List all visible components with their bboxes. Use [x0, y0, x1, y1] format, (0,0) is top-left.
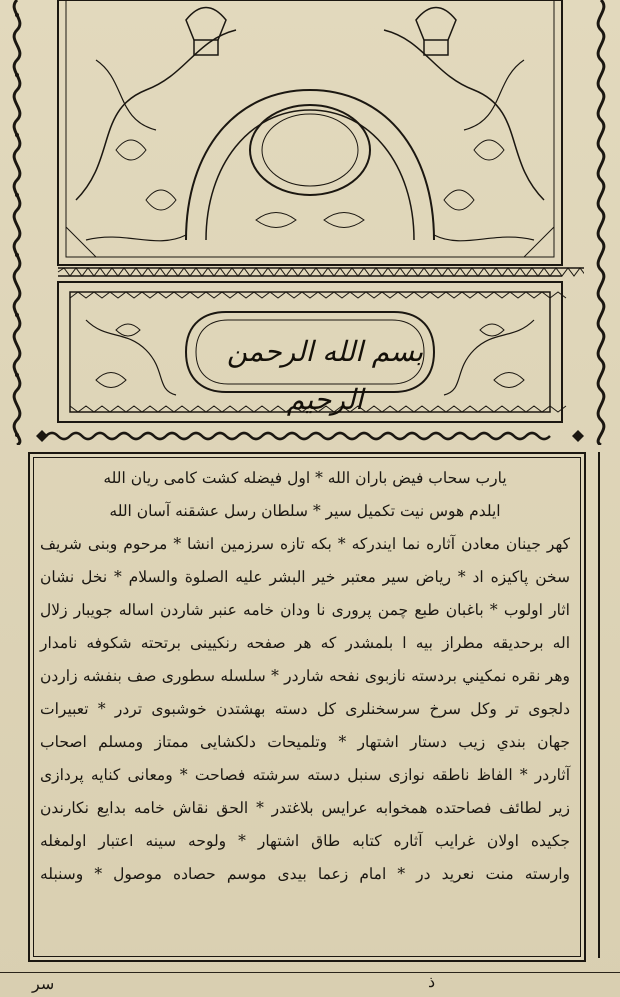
catchword: ذ [428, 972, 436, 991]
text-line-9: جهان بندي زیب دستار اشتهار * وتلمیحات دلکشایی ممتاز ومسلم اصحاب [40, 733, 570, 751]
rope-border-right [588, 0, 614, 445]
text-line-3: کهر جینان معادن آثاره نما ایندرکه * بکه تازه سرزمین انشا * مرحوم وبنی شریف [40, 535, 570, 553]
signature-mark: سر [32, 974, 55, 993]
basmala-inscription: بسم الله الرحمن الرحيم [226, 335, 424, 416]
text-line-11: زیر لطائف فصاحتده همخوابه عرایس بلاغتدر * الحق نقاش خامه بدایع نکارندن [40, 799, 570, 817]
text-line-12: جکیده اولان غرایب آثاره کتابه طاق اشتهار * ولوحه سینه اعتبار اولمغله [40, 832, 570, 850]
text-line-13: وارسته منت نعرید در * امام زعما بیدی موسم حصاده موصول * وسنبله [40, 865, 570, 883]
body-text [34, 462, 576, 956]
text-line-1: یارب سحاب فیض باران الله * اول فیضله کشت کامی ریان الله [103, 469, 507, 487]
text-line-4: سخن پاکیزه اد * ریاض سیر معتبر خیر البشر علیه الصلوة والسلام * نخل نشان [40, 568, 570, 586]
text-line-8: دلجوی تر وکل سرخ سرسخنلری کل دسته بهشتدن خوشبوی تردر * تعبیرات [40, 700, 570, 718]
bottom-rule [0, 972, 620, 973]
text-line-10: آثاردر * الفاظ ناطقه نوازی سنبل دسته سرشته فصاحت * ومعانی کنایه پردازی [40, 766, 570, 784]
text-line-7: وهر نقره نمکیني بردسته نازبوی نفحه شاردر * سلسله سطوری صف بنفشه زاردن [40, 667, 570, 685]
rope-border-left [4, 0, 30, 445]
text-line-6: اله برحدیقه مطراز بیه ا بلمشدر که هر صفحه رنکیینی برتحته شکوفه نامدار [40, 634, 570, 652]
gutter-rule [598, 452, 600, 958]
text-line-5: اثار اولوب * باغبان طبع چمن پروری نا ودان خامه عنبر شاردن اساله جویبار زلال [40, 601, 570, 619]
text-line-2: ایلدم هوس نیت تکمیل سیر * سلطان رسل عشقنه آسان الله [109, 502, 501, 520]
